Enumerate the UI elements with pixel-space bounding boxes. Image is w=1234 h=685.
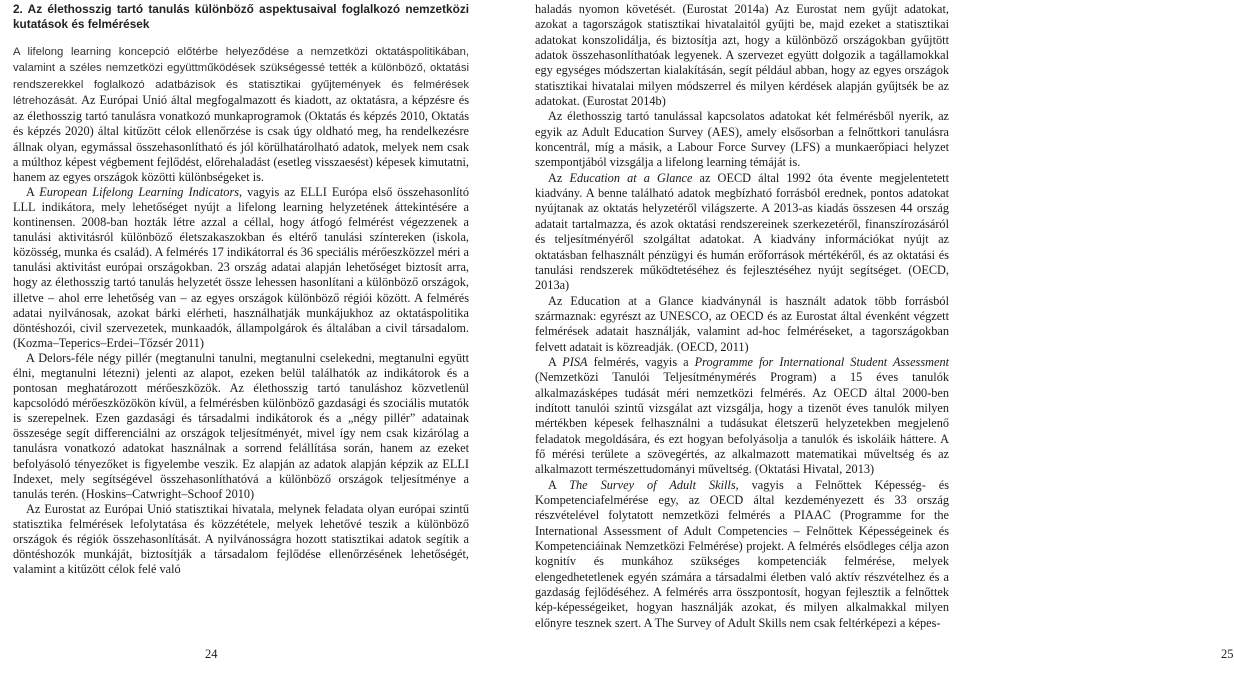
right-paragraph-6-text: , vagyis a Felnőttek Képesség- és Kompetenciafelmérése egy, az OECD által kezdeményezett és 33 ország részvételével folytatott nemzetközi felmérés a PIAAC (Programme for the International Assessment of Adult Competencies – Felnőttek Képességeinek és Kompetenciáinak Nemzetközi Felmérése) projekt. A felmérés elsődleges célja azon kognitív és munkához szükséges kompetenciák felmérése, melyek elengedhetetlenek egyén számára a társadalmi életben való aktív részvételhez és a gazdaság fejlődéséhez. A felmérés arra összpontosít, hogyan fejlesztik a felnőttek kép-képességeiket, hogyan használják azokat, és milyen alkalmakkal milyen előnyre tesznek szert. A The Survey of Adult Skills nem csak feltérképezi a képes- xyxy=(535,477,950,630)
left-paragraph-2 xyxy=(13,185,469,351)
survey-adult-skills-title: The Survey of Adult Skills xyxy=(569,477,736,492)
right-paragraph-5-lead: A xyxy=(548,354,563,369)
left-paragraph-2-text: , vagyis az ELLI Európa első összehasonlító LLL indikátora, mely lehetőséget nyújt a lifelong learning helyzetének áttekintésére a kontinensen. 2008-ban hozták létre azzal a céllal, hogy átfogó felmérést végezzenek a tanulási aktivitásról különböző életszakaszokban és eltérő tanulási színtereken (iskola, közösség, munka és család). A felmérés 17 indikátorral és 36 speciális mérőeszközzel méri a tanulási aktivitást európai országokban. 23 ország adatai alapján lehetőséget biztosít arra, hogy az élethosszig tartó tanulás helyzetét össze lehessen hasonlítani a különböző országok, illetve – ahol erre lehetőség van – az egyes országok különböző régiói között. A felmérés adatai nyilvánosak, azokat bárki elérheti, használhatják munkájukhoz az oktatáspolitika döntéshozói, civil szervezetek, munkaadók, állampolgárok és általában a civil társadalom. (Kozma–Teperics–Erdei–Tőzsér 2011) xyxy=(13,184,469,350)
page-number-left: 24 xyxy=(205,647,218,661)
left-paragraph-3: A Delors-féle négy pillér (megtanulni tanulni, megtanulni cselekedni, megtanulni együtt élni, megtanulni létezni) jelenti az alapot, ezeken belül találhatók az indikátorok és a pontosan meghatározott mérőeszközök. Az élethosszig tartó tanuláshoz közvetlenül kapcsolódó mérőeszközökön kívül, a felmérésben különböző gazdasági és szociális mutatók is szerepelnek. Ezen gazdasági és társadalmi indikátorok és a „négy pillér” adatainak összesége segít differenciálni az országok teljesítményét, mivel így nem csak kizárólag a tanulásra vonatkozó adatokat használnak a sorrend felállítása során, hanem az ezeket befolyásoló tényezőket is figyelembe veszik. Ez alapján az adatok alapján képzik az ELLI Indexet, mely segítségével összehasonlíthatóvá a különböző országok teljesítménye a tanulás terén. (Hoskins–Catwright–Schoof 2010) xyxy=(13,350,469,501)
left-paragraph-1-text: Az Európai Unió által megfogalmazott és kiadott, az oktatásra, a képzésre és az élethosszig tartó tanulásra vonatkozó munkaprogramok (Oktatás és képzés 2010, Oktatás és képzés 2020) által kitűzött célok ellenőrzése is csak úgy oldható meg, ha rendelkezésre állnak olyan, egymással összehasonlítható és jól körülhatárolható adatok, melyek nem csak a múlthoz képest végbement fejlődést, előrehaladást (esetleg visszaesést) képesek kimutatni, hanem az egyes országok közötti különbségeket is. xyxy=(13,93,469,184)
eag-title: Education at a Glance xyxy=(569,170,693,185)
right-paragraph-6-lead: A xyxy=(548,477,570,492)
right-paragraph-2: Az élethosszig tartó tanulással kapcsolatos adatokat két felmérésből nyerik, az egyik az Adult Education Survey (AES), amely elsősorban a felnőttkori tanulásra koncentrál, míg a másik, a Labour Force Survey (LFS) a munkaerőpiaci helyzet szempontjából vizsgálja a lifelong learning témáját is. xyxy=(535,109,949,170)
intro-text: A lifelong learning koncepció előtérbe helyeződése a nemzetközi oktatáspolitikában, valamint a széles nemzetközi együttműködések szükségessé tették a különböző, oktatási rendszerekkel foglalkozó adatbázisok és statisztikai gyűjtemények és felmérések létrehozását. xyxy=(13,46,469,108)
right-paragraph-5-mid: felmérés, vagyis a xyxy=(587,354,695,369)
page-number-right: 25 xyxy=(1221,647,1234,661)
left-paragraph-2-lead: A xyxy=(26,184,40,199)
right-paragraph-5 xyxy=(535,355,949,478)
left-paragraph-4: Az Eurostat az Európai Unió statisztikai hivatala, melynek feladata olyan európai szintű statisztika felmérések lefolytatása és közzététele, melyek lehetővé teszik a különböző országok és régiók összehasonlítását. A nyilvánosságra hozott statisztikai adatok segítik a döntéshozók munkáját, biztosítják a társadalom fejlődése ellenőrzésének lehetőségét, valamint a kitűzött célok felé való xyxy=(13,501,469,577)
right-paragraph-4: Az Education at a Glance kiadványnál is használt adatok több forrásból származnak: egyrészt az UNESCO, az OECD és az Eurostat által évenként végzett felmérések adatait használják, valamint ad-hoc felméréseket, a tagországokban felvett adatait is közreadják. (OECD, 2011) xyxy=(535,293,949,354)
left-paragraph-1 xyxy=(13,44,469,185)
right-paragraph-3-text: az OECD által 1992 óta évente megjelentetett kiadvány. A benne található adatok megbízható forrásból erednek, pontos adatokat nyújtanak az oktatás helyzetéről világszerte. A 2013-as kiadás összesen 44 ország adatait tartalmazza, és azok oktatási rendszereinek szerkezetéről, finanszírozásáról és teljesítményéről szolgáltat adatokat. A kiadvány információkat nyújt az oktatásban felhasznált pénzügyi és humán erőforrások mértékéről, és az oktatási és tanulási rendszerek működtetéséhez és fejlesztéséhez nyújt segítséget. (OECD, 2013a) xyxy=(535,170,949,293)
section-heading: 2. Az élethosszig tartó tanulás különböző aspektusaival foglalkozó nemzetközi kutatások és felmérések xyxy=(13,2,469,31)
left-text-column xyxy=(13,2,469,577)
pisa-title: PISA xyxy=(562,354,588,369)
pisa-full-title: Programme for International Student Assessment xyxy=(694,354,950,369)
right-paragraph-3-lead: Az xyxy=(548,170,570,185)
right-paragraph-6 xyxy=(535,478,949,631)
right-text-column xyxy=(535,2,949,631)
right-paragraph-1: haladás nyomon követését. (Eurostat 2014a) Az Eurostat nem gyűjt adatokat, azokat a tagországok statisztikai hivatalaitól gyűjti be, majd ezeket a statisztikai adatokat konszolidálja, és biztosítja azt, hogy a különböző országokban gyűjtött adatok összehasonlíthatóak legyenek. A szervezet együtt dolgozik a tagállamokkal egy egységes módszertan kialakításán, segít például abban, hogy az egyes országok statisztikai hivatalai milyen módszerrel és milyen kérdések alapján gyűjtsék be az adatokat. (Eurostat 2014b) xyxy=(535,2,949,109)
right-paragraph-5-text: (Nemzetközi Tanulói Teljesítménymérés Program) a 15 éves tanulók alkalmazásképes tudását méri nemzetközi felmérés. Az OECD által 2000-ben indított tanulói szintű vizsgálat azt vizsgálja, hogy a tizenöt éves tanulók milyen mértékben képesek felhasználni a tudásukat életszerű helyzetekben megjelenő feladatok megoldására, és ezt hogyan befolyásolja a tanulók és iskoláik háttere. A fő mérési területe a szövegértés, az alkalmazott matematikai műveltség és az alkalmazott természettudományi műveltség. (Oktatási Hivatal, 2013) xyxy=(535,370,949,477)
right-paragraph-3 xyxy=(535,171,949,294)
elli-title: European Lifelong Learning Indicators xyxy=(39,184,240,199)
